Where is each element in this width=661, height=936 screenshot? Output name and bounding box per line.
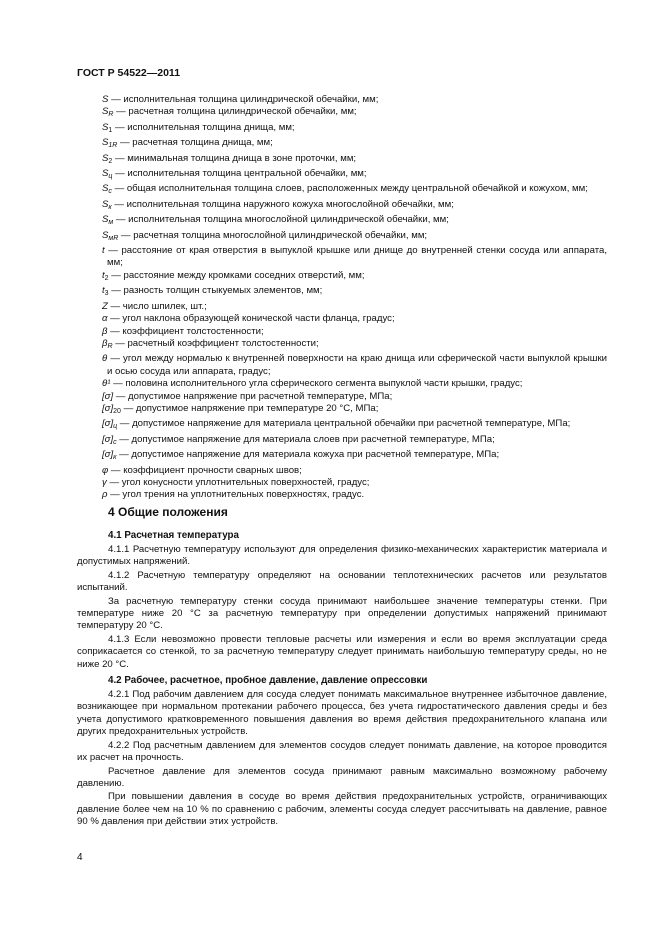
definition-text: — расстояние между кромками соседних отверстий, мм; xyxy=(108,269,365,281)
definition-item xyxy=(77,214,607,229)
definition-symbol: S xyxy=(102,152,109,164)
definition-symbol: t xyxy=(102,245,105,257)
definition-item xyxy=(77,153,607,168)
definition-text: — число шпилек, шт.; xyxy=(107,300,207,312)
definition-subscript: 1 xyxy=(108,126,113,134)
paragraph: Расчетное давление для элементов сосуда принимают равным максимально возможному рабочему давлению. xyxy=(77,765,607,789)
definition-symbol: Z xyxy=(102,300,108,312)
document-header: ГОСТ Р 54522—2011 xyxy=(77,67,181,79)
definition-subscript: мR xyxy=(108,234,119,242)
definition-symbol: S xyxy=(102,106,109,118)
definition-text: — допустимое напряжение для материала центральной обечайки при расчетной температуре, МПа; xyxy=(117,418,571,430)
definition-symbol: S xyxy=(102,121,109,133)
section-title: 4 Общие положения xyxy=(108,505,228,519)
definition-symbol: [σ] xyxy=(102,418,114,430)
definition-text: — половина исполнительного угла сферического сегмента выпуклой части крышки, градус; xyxy=(110,378,523,390)
subsection-title-4-1: 4.1 Расчетная температура xyxy=(108,530,239,541)
definition-text: — расчетная толщина днища, мм; xyxy=(117,137,273,149)
definition-subscript: 2 xyxy=(108,157,113,165)
definition-symbol: t xyxy=(102,269,105,281)
definition-symbol: β xyxy=(102,337,108,349)
definition-symbol: θ xyxy=(102,353,108,365)
definition-symbol: [σ] xyxy=(102,390,114,402)
definition-subscript: c xyxy=(108,188,112,196)
definition-subscript: к xyxy=(113,454,117,462)
definition-subscript: 1R xyxy=(108,142,118,150)
definition-item xyxy=(77,326,607,338)
definition-text: — исполнительная толщина цилиндрической обечайки, мм; xyxy=(108,94,379,105)
definition-symbol: S xyxy=(102,198,109,210)
definition-item xyxy=(77,199,607,214)
paragraph: 4.2.2 Под расчетным давлением для элементов сосудов следует понимать давление, на которое проводится их расчет на прочность. xyxy=(77,739,607,764)
definition-symbol: t xyxy=(102,285,105,297)
definition-item xyxy=(77,285,607,300)
definition-symbol: γ xyxy=(102,476,107,488)
definition-symbol: φ xyxy=(102,464,109,476)
paragraph: За расчетную температуру стенки сосуда принимают наибольшее значение температуры стенки. При температуре ниже 20 °С за расчетную температуру при определении допустимых напряжений принимают температуру 20 °С. xyxy=(77,595,607,632)
symbol-definitions xyxy=(77,94,607,502)
definition-symbol: β xyxy=(102,325,108,337)
definition-item xyxy=(77,403,607,418)
definition-item xyxy=(77,106,607,121)
definition-text: — угол наклона образующей конической части фланца, градус; xyxy=(107,313,395,325)
definition-item xyxy=(77,122,607,137)
definition-item xyxy=(77,301,607,313)
definition-text: — коэффициент прочности сварных швов; xyxy=(108,464,302,476)
definition-item xyxy=(77,465,607,477)
definition-item xyxy=(77,418,607,433)
definition-subscript: 2 xyxy=(104,274,109,282)
definition-item xyxy=(77,137,607,152)
paragraph: При повышении давления в сосуде во время действия предохранительных устройств, ограничивающих давление более чем на 10 % по сравнению с рабочим, элементы сосуда следует рассчитывать на давление, равное 90 % давления при действии этих устройств. xyxy=(77,791,607,828)
paragraph: 4.1.1 Расчетную температуру используют для определения физико-механических характеристик материала и допустимых напряжений. xyxy=(77,544,607,568)
definition-text: — расчетная толщина цилиндрической обечайки, мм; xyxy=(113,106,357,118)
definition-item xyxy=(77,378,607,390)
definition-symbol: [σ] xyxy=(102,402,114,414)
definition-symbol: [σ] xyxy=(102,449,114,461)
definition-item xyxy=(77,338,607,353)
definition-subscript: 20 xyxy=(113,407,121,415)
definition-text: — допустимое напряжение для материала кожуха при расчетной температуре, МПа; xyxy=(116,449,500,461)
definition-item xyxy=(77,230,607,245)
definition-subscript: 3 xyxy=(104,290,109,298)
definition-subscript: R xyxy=(108,111,114,119)
definition-text: — исполнительная толщина днища, мм; xyxy=(112,121,295,133)
definition-subscript: c xyxy=(113,438,117,446)
page-number: 4 xyxy=(77,852,83,863)
definition-symbol: θ¹ xyxy=(102,378,111,390)
definition-symbol: [σ] xyxy=(102,433,114,445)
definition-symbol: S xyxy=(102,183,109,195)
definition-item xyxy=(77,94,607,106)
definition-text: — угол трения на уплотнительных поверхностях, градус. xyxy=(107,489,365,501)
paragraph: 4.2.1 Под рабочим давлением для сосуда следует понимать максимальное внутреннее избыточное давление, возникающее при нормальном протекании рабочего процесса, без учета гидростатического давления среды и без учета допустимого кратковременного повышения давления во время действия предохранительного клапана или других предохранительных устройств. xyxy=(77,689,607,738)
definition-text: — угол между нормалью к внутренней поверхности на краю днища или сферической части выпуклой крышки и осью сосуда или аппарата, градус; xyxy=(107,353,607,377)
definition-item xyxy=(77,270,607,285)
definition-text: — расчетная толщина многослойной цилиндрической обечайки, мм; xyxy=(118,229,428,241)
definition-item xyxy=(77,449,607,464)
paragraph: 4.1.3 Если невозможно провести тепловые расчеты или измерения и если во время эксплуатации среда соприкасается со стенкой, то за расчетную температуру следует принимать наибольшую температуру среды, но не ниже 20 °С. xyxy=(77,633,607,670)
definition-text: — расстояние от края отверстия в выпуклой крышке или днище до внутренней стенки сосуда или аппарата, мм; xyxy=(104,245,607,269)
paragraph: 4.1.2 Расчетную температуру определяют на основании теплотехнических расчетов или результатов испытаний. xyxy=(77,569,607,594)
definition-text: — коэффициент толстостенности; xyxy=(107,325,264,337)
definition-item xyxy=(77,168,607,183)
definition-item xyxy=(77,489,607,501)
definition-subscript: ц xyxy=(113,423,118,431)
subsection-title-4-2: 4.2 Рабочее, расчетное, пробное давление, давление опрессовки xyxy=(108,675,428,687)
definition-symbol: ρ xyxy=(102,489,108,501)
definition-symbol: S xyxy=(102,214,109,226)
definition-text: — минимальная толщина днища в зоне проточки, мм; xyxy=(112,152,357,164)
definition-symbol: S xyxy=(102,94,109,105)
definition-text: — исполнительная толщина многослойной цилиндрической обечайки, мм; xyxy=(113,214,449,226)
definition-item xyxy=(77,391,607,403)
definition-subscript: к xyxy=(108,203,112,211)
definition-text: — допустимое напряжение для материала слоев при расчетной температуре, МПа; xyxy=(116,433,495,445)
definition-text: — исполнительная толщина наружного кожуха многослойной обечайки, мм; xyxy=(111,198,454,210)
definition-subscript: R xyxy=(107,342,113,350)
definition-symbol: α xyxy=(102,313,108,325)
definition-subscript: м xyxy=(108,219,114,227)
definition-symbol: S xyxy=(102,137,109,149)
definition-text: — допустимое напряжение при расчетной температуре, МПа; xyxy=(113,390,393,402)
definition-text: — разность толщин стыкуемых элементов, мм; xyxy=(108,285,323,297)
definition-text: — исполнительная толщина центральной обечайки, мм; xyxy=(112,168,367,180)
definition-item xyxy=(77,434,607,449)
definition-text: — допустимое напряжение при температуре 20 °С, МПа; xyxy=(120,402,379,414)
definition-text: — общая исполнительная толщина слоев, расположенных между центральной обечайкой и кожухом, мм; xyxy=(111,183,588,195)
definition-item xyxy=(77,313,607,325)
definition-text: — расчетный коэффициент толстостенности; xyxy=(112,337,319,349)
definition-symbol: S xyxy=(102,229,109,241)
definition-symbol: S xyxy=(102,168,109,180)
definition-item xyxy=(77,477,607,489)
definition-item xyxy=(77,183,607,198)
definition-subscript: ц xyxy=(108,173,113,181)
section-general-provisions xyxy=(77,505,607,830)
definition-item xyxy=(77,245,607,270)
definition-text: — угол конусности уплотнительных поверхностей, градус; xyxy=(106,476,370,488)
definition-item xyxy=(77,353,607,378)
